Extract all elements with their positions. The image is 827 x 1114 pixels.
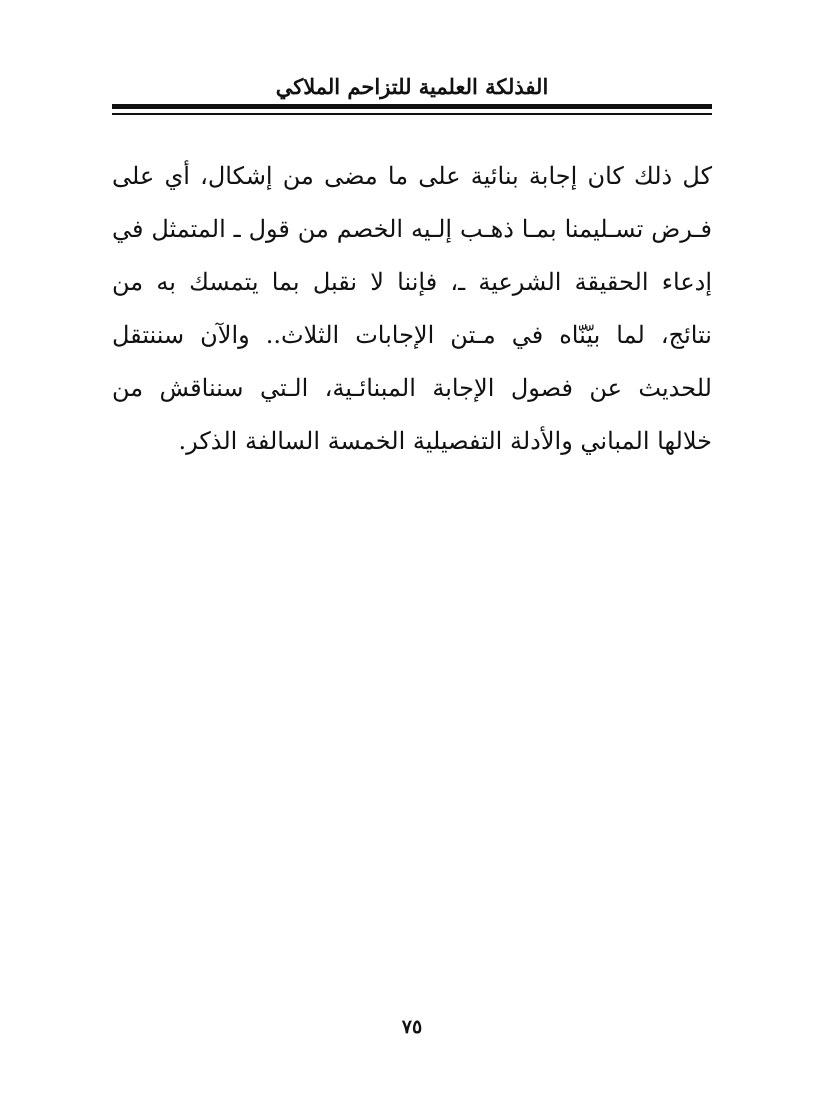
page-number: ٧٥ [401,1016,423,1038]
header-rule-thin [112,113,712,115]
body-paragraph: كل ذلك كان إجابة بنائية على ما مضى من إشكال، أي على فـرض تسـليمنا بمـا ذهـب إلـيه الخصم من قول ـ المتمثل في إدعاء الحقيقة الشرعية ـ، فإننا لا نقبل بما يتمسك به من نتائج، لما بيّنّاه في مـتن الإجابات الثلاث.. والآن سننتقل للحديث عن فصول الإجابة المبنائـية، الـتي سنناقش من خلالها المباني والأدلة التفصيلية الخمسة السالفة الذكر. [112,162,712,455]
header-rule-thick [112,104,712,109]
running-header-title: الفذلكة العلمية للتزاحم الملاكي [275,74,549,99]
